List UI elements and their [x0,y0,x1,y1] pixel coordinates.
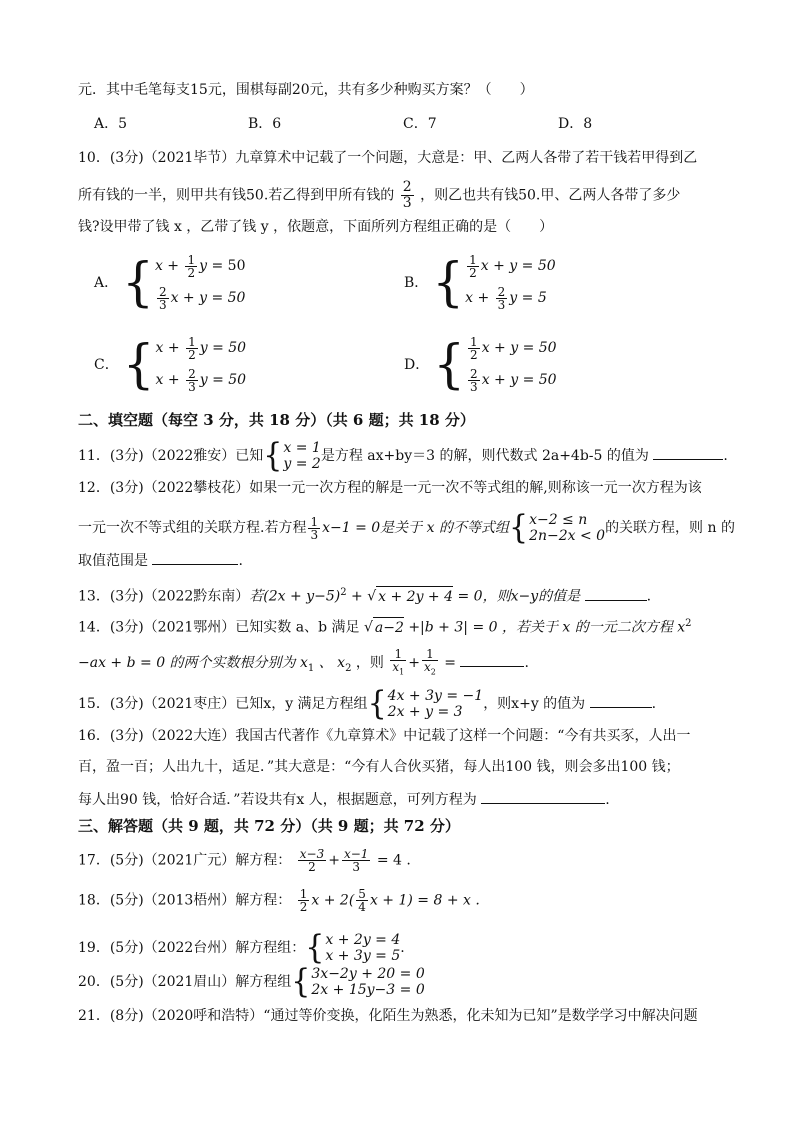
question-21-line1: 21．(8分)（2020呼和浩特）“通过等价变换，化陌生为熟悉，化未知为已知”是数学学习中解决问题 [78,1008,698,1024]
answer-blank-14[interactable] [460,652,524,667]
answer-blank-15[interactable] [590,693,652,708]
answer-blank-13[interactable] [585,586,647,601]
question-17: 17．(5分)（2021广元）解方程： $\frac{x-3}{2}$ + $\frac{x-1}{3}$ = 4 . [78,847,411,874]
question-12-line1: 12．(3分)（2022攀枝花）如果一元一次方程的解是一元一次不等式组的解,则称该一元一次方程为该 [78,480,702,496]
question-19: 19．(5分)（2022台州）解方程组： { x + 2y = 4 x + 3y = 5 . [78,928,405,967]
section-answer-title: 三、解答题（共 9 题，共 72 分）（共 9 题；共 72 分） [78,817,460,835]
question-14-line1: 14．(3分)（2021鄂州）已知实数 a、b 满足 √ a−2 +|b + 3| = 0 ，若关于 x 的一元二次方程 $x^2$ [78,618,692,636]
question-10-line3: 钱?设甲带了钱 x ，乙带了钱 y ，依题意，下面所列方程组正确的是（ ） [78,219,554,235]
question-9-continuation: 元．其中毛笔每支15元，围棋每副20元，共有多少种购买方案？（ ） [78,82,534,98]
q10-option-c[interactable]: C． { x + $\frac{1}{2}$ y = 50 x + $\frac{2}{3}$ y = 50 [94,333,247,395]
question-15: 15．(3分)（2021枣庄）已知x，y 满足方程组 { 4x + 3y = −1 2x + y = 3 ，则x+y 的值为 . [78,684,657,723]
question-12-line2: 一元一次不等式组的关联方程.若方程 $\frac{1}{3}$ x−1 = 0是关于 x 的不等式组 { x−2 ≤ n 2n−2x < 0 的关联方程，则 n 的 [78,508,735,547]
option-a[interactable]: A．5 [94,116,128,132]
q10-option-d[interactable]: D． { $\frac{1}{2}$ x + y = 50 $\frac{2}{3}$ x + y = 50 [404,333,557,395]
section-fill-blank-title: 二、填空题（每空 3 分，共 18 分）（共 6 题；共 18 分） [78,411,475,429]
answer-blank-16[interactable] [481,789,605,804]
question-20: 20．(5分)（2021眉山）解方程组 { 3x−2y + 20 = 0 2x + 15y−3 = 0 [78,962,425,1001]
fraction-two-thirds: $\frac{2}{3}$ [402,179,412,211]
question-11: 11．(3分)（2022雅安）已知 { x = 1 y = 2 是方程 ax+by＝3 的解，则代数式 2a+4b-5 的值为 . [78,436,728,475]
question-16-line1: 16．(3分)（2022大连）我国古代著作《九章算术》中记载了这样一个问题：“今有共买豕，人出一 [78,728,691,744]
q10-option-b[interactable]: B． { $\frac{1}{2}$ x + y = 50 x + $\frac{2}{3}$ y = 5 [404,251,556,313]
option-d[interactable]: D．8 [558,116,593,132]
answer-blank-11[interactable] [653,445,723,460]
question-10-line2: 所有钱的一半，则甲共有钱50.若乙得到甲所有钱的 $\frac{2}{3}$ ，则乙也共有钱50.甲、乙两人各带了多少 [78,179,681,211]
option-b[interactable]: B．6 [248,116,282,132]
question-16-line2: 百，盈一百；人出九十，适足．”其大意是：“今有人合伙买猪，每人出100 钱，则会多出100 钱； [78,759,680,775]
question-12-line3: 取值范围是 . [78,550,712,571]
question-10-line1: 10．(3分)（2021毕节）九章算术中记载了一个问题，大意是：甲、乙两人各带了若干钱若甲得到乙 [78,150,698,166]
question-18: 18．(5分)（2013梧州）解方程： $\frac{1}{2}$ x + 2( $\frac{5}{4}$ x + 1) = 8 + x . [78,887,480,914]
question-14-line2: −ax + b = 0 的两个实数根分别为 $x_1$ 、 $x_2$ ，则 $\frac{1}{x_1}$ + $\frac{1}{x_2}$ = . [78,647,529,677]
question-13: 13．(3分)（2022黔东南）若$(2x + y-5)^2$ + √ x + 2y + 4 = 0，则x−y的值是 . [78,587,652,605]
answer-blank-12[interactable] [152,550,238,565]
option-c[interactable]: C．7 [403,116,437,132]
q10-option-a[interactable]: A． { x + $\frac{1}{2}$ y = 50 $\frac{2}{3}$ x + y = 50 [94,251,246,313]
question-16-line3: 每人出90 钱，恰好合适．”若设共有x 人，根据题意，可列方程为 . [78,789,712,810]
